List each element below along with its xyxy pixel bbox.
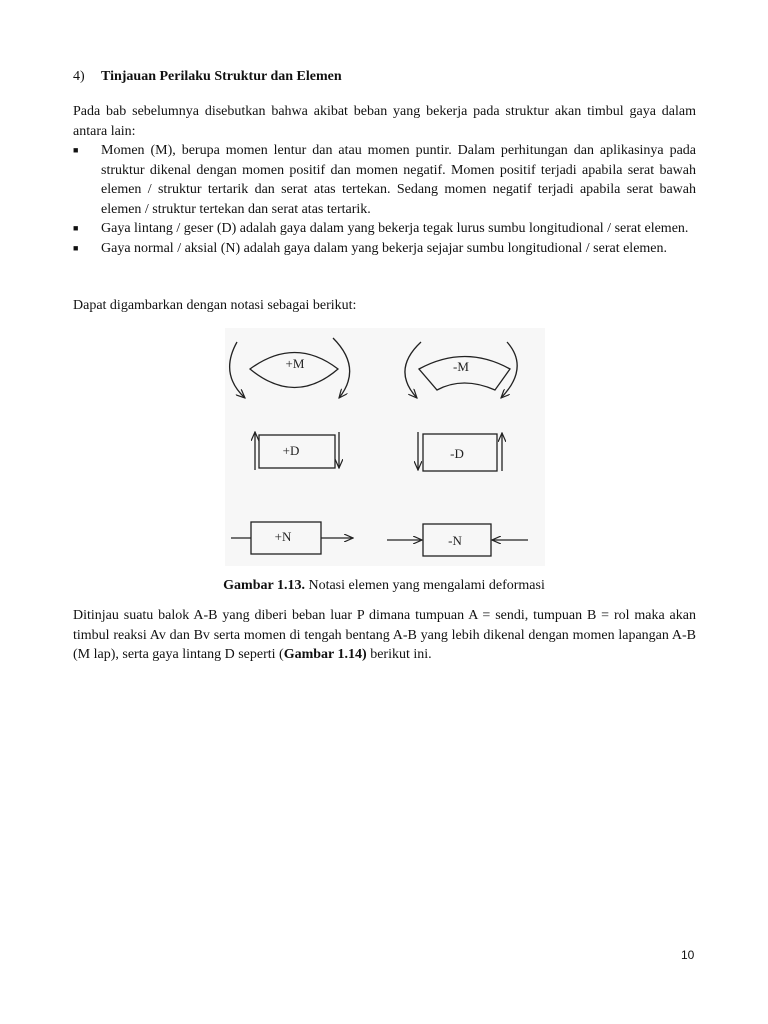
figure-reference: Gambar 1.14) (283, 647, 367, 663)
section-heading (73, 69, 342, 85)
closing-text-end: berikut ini. (366, 647, 432, 663)
negative-normal-label: -N (448, 533, 462, 548)
negative-shear-label: -D (450, 446, 464, 461)
page-number: 10 (681, 948, 695, 962)
bullet-marker: ■ (73, 242, 79, 253)
negative-moment-label: -M (453, 359, 469, 374)
list-item (73, 219, 696, 239)
bullet-marker: ■ (73, 223, 79, 234)
positive-normal-label: +N (274, 529, 292, 544)
caption-label: Gambar 1.13. (223, 578, 305, 593)
bullet-marker: ■ (73, 145, 79, 155)
positive-shear-label: +D (282, 443, 300, 458)
figure-svg (225, 328, 545, 566)
closing-text: Ditinjau suatu balok A-B yang diberi beban luar P dimana tumpuan A = sendi, tumpuan B = rol maka akan timbul reaksi Av dan Bv serta momen di tengah bentang A-B yang lebih dikenal dengan momen lapangan A-B (M lap), serta gaya lintang D seperti ( (73, 608, 696, 663)
figure-caption (0, 578, 768, 594)
list-item (73, 239, 696, 259)
figure-intro: Dapat digambarkan dengan notasi sebagai berikut: (73, 298, 357, 313)
caption-text: Notasi elemen yang mengalami deformasi (304, 578, 545, 593)
closing-paragraph (73, 606, 696, 665)
section-title: Tinjauan Perilaku Struktur dan Elemen (101, 69, 342, 84)
deformation-notation-figure (225, 328, 545, 566)
list-item-text: Gaya lintang / geser (D) adalah gaya dalam yang bekerja tegak lurus sumbu longitudional / serat elemen. (101, 221, 689, 237)
intro-paragraph: Pada bab sebelumnya disebutkan bahwa akibat beban yang bekerja pada struktur akan timbul gaya dalam antara lain: (73, 104, 696, 139)
list-item-text: Gaya normal / aksial (N) adalah gaya dalam yang bekerja sejajar sumbu longitudional / serat elemen. (101, 240, 668, 256)
force-list (73, 141, 696, 259)
list-item (73, 141, 696, 219)
list-item-text: Momen (M), berupa momen lentur dan atau momen puntir. Dalam perhitungan dan aplikasinya pada struktur dikenal dengan momen positif dan momen negatif. Momen positif terjadi apabila serat bawah elemen / struktur tertarik dan serat atas tertekan. Sedang momen negatif terjadi apabila serat bawah elemen / struktur tertekan dan serat atas tertarik. (101, 143, 696, 217)
section-number: 4) (73, 69, 85, 84)
positive-moment-label: +M (285, 356, 305, 371)
